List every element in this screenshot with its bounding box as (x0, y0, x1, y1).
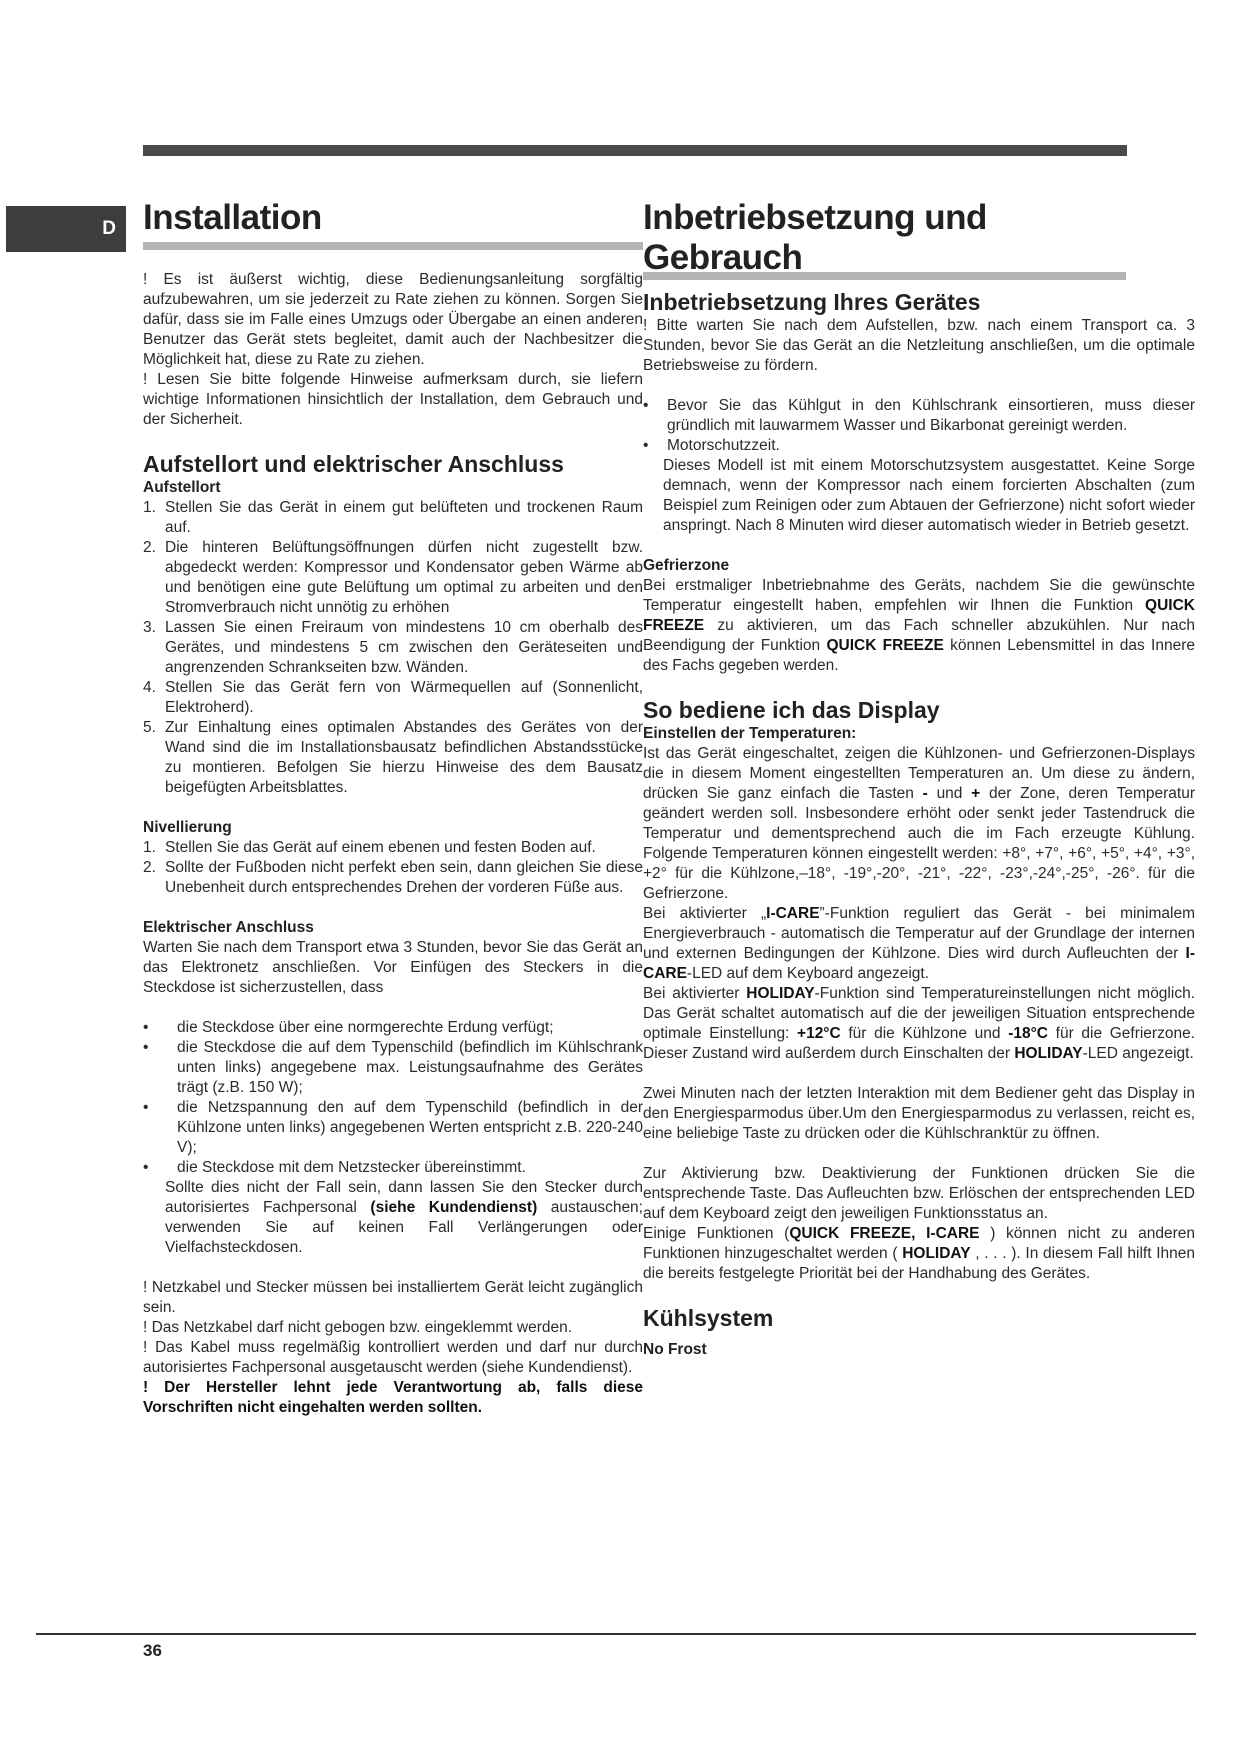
section1-heading: Inbetriebsetzung Ihres Gerätes (643, 289, 981, 315)
section1-text: ! Bitte warten Sie nach dem Aufstellen, bzw. nach einem Transport ca. 3 Stunden, bevor Sie das Gerät an die Netzleitung anschließen, um die optimale Betriebsweise zu fördern. (643, 317, 1195, 374)
inbetrieb-column (643, 198, 1195, 1360)
motorschutz-text: Dieses Modell ist mit einem Motorschutzsystem ausgestattet. Keine Sorge demnach, wenn der Kompressor nach einem forcierten Abschalten (zum Beispiel zum Reinigen oder zum Abtauen der Gefrierzone) nicht sofort wieder anspringt. Nach 8 Minuten wird dieser automatisch wieder in Betrieb gesetzt. (663, 457, 1195, 534)
header-rule (143, 145, 1127, 156)
list-item: • Motorschutzzeit. (643, 437, 780, 454)
list-item: • die Steckdose über eine normgerechte Erdung verfügt; (143, 1019, 554, 1036)
display-paragraph-2: Bei aktivierter „I-CARE”-Funktion reguliert das Gerät - bei minimalem Energieverbrauch - automatisch die Temperatur auf der Grundlage der internen und externen Bedingungen der Kühlzone. Dies wird durch Aufleuchten der I-CARE-LED auf dem Keyboard angezeigt. (643, 905, 1195, 982)
list-item: 3. Lassen Sie einen Freiraum von mindestens 10 cm oberhalb des Gerätes, und mindestens 5 cm zwischen den Geräteseiten und angrenzenden Schrankseiten bzw. Wänden. (143, 619, 643, 676)
nivellierung-list (143, 838, 643, 898)
aufstellort-list (143, 498, 643, 798)
list-item: 5. Zur Einhaltung eines optimalen Abstandes des Gerätes von der Wand sind die im Installationsbausatz befindlichen Abstandsstücke zu montieren. Befolgen Sie hierzu Hinweise des dem Bausatz beigefügten Arbeitsblattes. (143, 719, 643, 796)
inbetrieb-title-line-1: Inbetriebsetzung und (643, 198, 987, 237)
list-item: • Bevor Sie das Kühlgut in den Kühlschrank einsortieren, muss dieser gründlich mit lauwarmem Wasser und Bikarbonat gereinigt werden. (643, 397, 1195, 434)
warning-1: ! Netzkabel und Stecker müssen bei installiertem Gerät leicht zugänglich sein. (143, 1279, 643, 1316)
list-item: 2. Sollte der Fußboden nicht perfekt eben sein, dann gleichen Sie diese Unebenheit durch entsprechendes Drehen der vorderen Füße aus. (143, 859, 643, 896)
installation-title: Installation (143, 198, 322, 237)
list-item: • die Steckdose die auf dem Typenschild (befindlich im Kühlschrank unten links) angegebene max. Leistungsaufnahme des Gerätes trägt (z.B. 150 W); (143, 1039, 643, 1096)
warning-4: ! Der Hersteller lehnt jede Verantwortung ab, falls diese Vorschriften nicht eingehalten werden sollten. (143, 1379, 643, 1416)
elektrisch-after-bullets: Sollte dies nicht der Fall sein, dann lassen Sie den Stecker durch autorisiertes Fachpersonal (siehe Kundendienst) austauschen; verwenden Sie auf keinen Fall Verlängerungen oder Vielfachsteckdosen. (165, 1179, 643, 1256)
language-tab: D (6, 206, 126, 252)
kuehlsystem-heading: Kühlsystem (643, 1305, 774, 1331)
display-subheading: Einstellen der Temperaturen: (643, 725, 857, 742)
section1-bullets (643, 396, 1195, 456)
installation-intro-2: ! Lesen Sie bitte folgende Hinweise aufmerksam durch, sie liefern wichtige Informationen hinsichtlich der Installation, dem Gebrauch und der Sicherheit. (143, 371, 643, 428)
list-item: 4. Stellen Sie das Gerät fern von Wärmequellen auf (Sonnenlicht, Elektroherd). (143, 679, 643, 716)
gefrierzone-text: Bei erstmaliger Inbetriebnahme des Geräts, nachdem Sie die gewünschte Temperatur eingestellt haben, empfehlen wir Ihnen die Funktion QUICK FREEZE zu aktivieren, um das Fach schneller abzukühlen. Nur nach Beendigung der Funktion QUICK FREEZE können Lebensmittel in das Innere des Fachs gegeben werden. (643, 577, 1195, 674)
display-paragraph-1: Ist das Gerät eingeschaltet, zeigen die Kühlzonen- und Gefrierzonen-Displays die in diesem Moment eingestellten Temperaturen an. Um diese zu ändern, drücken Sie ganz einfach die Tasten - und + der Zone, deren Temperatur geändert werden soll. Insbesondere erhöht oder senkt jeder Tastendruck die Temperatur und dementsprechend auch die im Fach erzeugte Kühlung. Folgende Temperaturen können eingestellt werden: +8°, +7°, +6°, +5°, +4°, +3°, +2° für die Kühlzone,–18°, -19°,-20°, -21°, -22°, -23°,-24°,-25°, -26°. für die Gefrierzone. (643, 745, 1195, 902)
warning-3: ! Das Kabel muss regelmäßig kontrolliert werden und darf nur durch autorisiertes Fachpersonal ausgetauscht werden (siehe Kundendienst). (143, 1339, 643, 1376)
list-item: 2. Die hinteren Belüftungsöffnungen dürfen nicht zugestellt bzw. abgedeckt werden: Kompressor und Kondensator geben Wärme ab und benötigen eine gute Belüftung um optimal zu arbeiten und den Stromverbrauch nicht unnötig zu erhöhen (143, 539, 643, 616)
aufstellort-subheading: Aufstellort (143, 479, 221, 496)
installation-column (143, 198, 643, 1418)
kuehlsystem-subheading: No Frost (643, 1341, 707, 1358)
display-paragraph-4: Zwei Minuten nach der letzten Interaktion mit dem Bediener geht das Display in den Energiesparmodus über.Um den Energiesparmodus zu verlassen, reicht es, eine beliebige Taste zu drücken oder die Kühlschranktür zu öffnen. (643, 1085, 1195, 1142)
elektrisch-bullets (143, 1018, 643, 1178)
list-item: 1. Stellen Sie das Gerät auf einem ebenen und festen Boden auf. (143, 839, 596, 856)
warning-2: ! Das Netzkabel darf nicht gebogen bzw. eingeklemmt werden. (143, 1319, 573, 1336)
gefrierzone-heading: Gefrierzone (643, 557, 730, 574)
list-item: • die Steckdose mit dem Netzstecker übereinstimmt. (143, 1159, 526, 1176)
list-item: 1. Stellen Sie das Gerät in einem gut belüfteten und trockenen Raum auf. (143, 499, 643, 536)
page-number: 36 (143, 1641, 162, 1660)
elektrisch-heading: Elektrischer Anschluss (143, 919, 314, 936)
elektrisch-intro: Warten Sie nach dem Transport etwa 3 Stunden, bevor Sie das Gerät an das Elektronetz anschließen. Vor Einfügen des Steckers in die Steckdose ist sicherzustellen, dass (143, 939, 643, 996)
nivellierung-heading: Nivellierung (143, 819, 232, 836)
list-item: • die Netzspannung den auf dem Typenschild (befindlich in der Kühlzone unten links) angegebenen Werten entspricht z.B. 220-240 V); (143, 1099, 643, 1156)
display-paragraph-5: Zur Aktivierung bzw. Deaktivierung der Funktionen drücken Sie die entsprechende Taste. Das Aufleuchten bzw. Erlöschen der entsprechenden LED auf dem Keyboard zeigt den jeweiligen Funktionsstatus an. (643, 1165, 1195, 1222)
title-underline (143, 242, 643, 250)
display-paragraph-3: Bei aktivierter HOLIDAY-Funktion sind Temperatureinstellungen nicht möglich. Das Gerät schaltet automatisch auf die der jeweiligen Situation entsprechende optimale Einstellung: +12°C für die Kühlzone und -18°C für die Gefrierzone. Dieser Zustand wird außerdem durch Einschalten der HOLIDAY-LED angezeigt. (643, 985, 1195, 1062)
inbetrieb-title-line-2: Gebrauch (643, 238, 803, 277)
display-paragraph-6: Einige Funktionen (QUICK FREEZE, I-CARE ) können nicht zu anderen Funktionen hinzugeschaltet werden ( HOLIDAY , . . . ). In diesem Fall hilft Ihnen die bereits festgelegte Priorität bei der Handhabung des Gerätes. (643, 1225, 1195, 1282)
display-heading: So bediene ich das Display (643, 697, 940, 723)
aufstellort-heading: Aufstellort und elektrischer Anschluss (143, 451, 564, 477)
installation-intro: ! Es ist äußerst wichtig, diese Bedienungsanleitung sorgfältig aufzubewahren, um sie jederzeit zu Rate ziehen zu können. Sorgen Sie dafür, dass sie im Falle eines Umzugs oder Übergabe an einen anderen Benutzer das Gerät stets begleitet, damit auch der Nachbesitzer die Möglichkeit hat, diese zu Rate zu ziehen. (143, 271, 643, 368)
footer-rule (36, 1633, 1196, 1635)
